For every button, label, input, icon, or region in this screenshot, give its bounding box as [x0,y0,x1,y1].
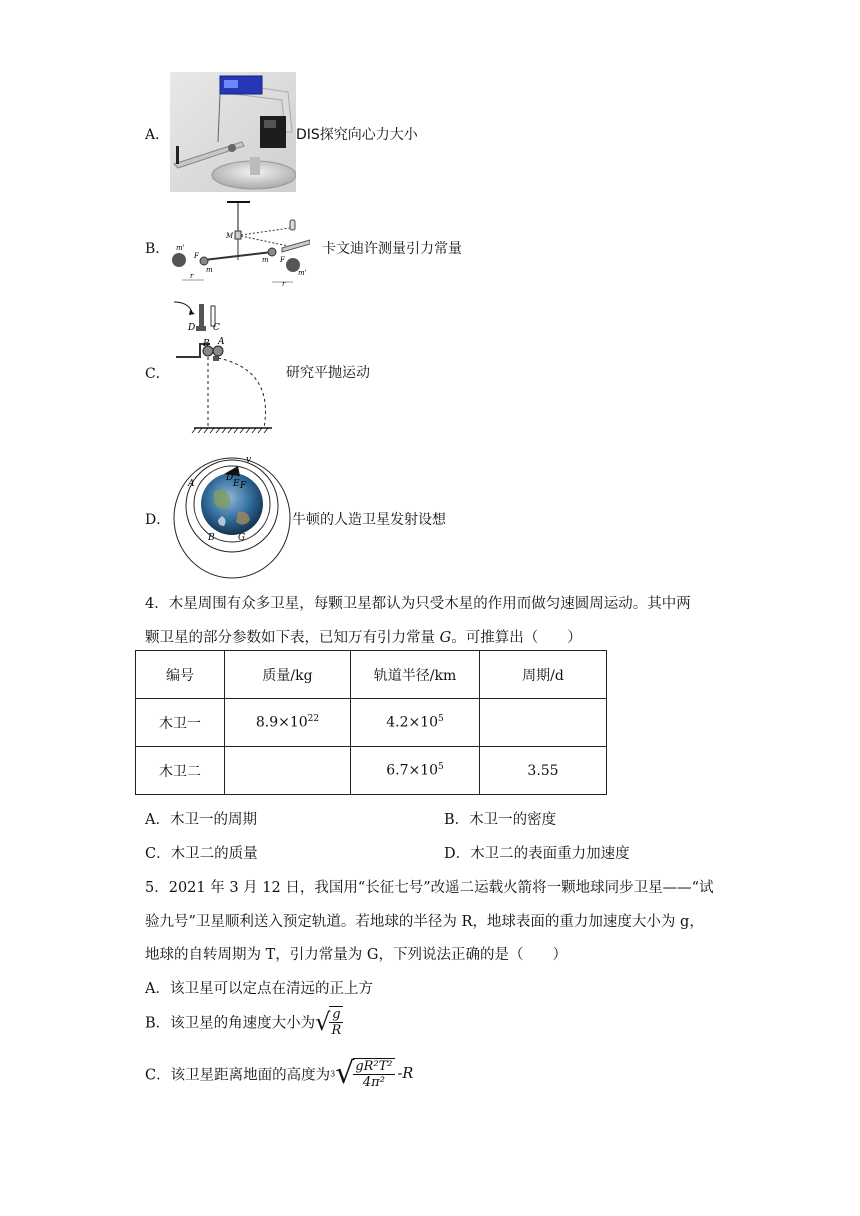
newton-cannon-diagram [170,446,294,580]
projectile-apparatus-diagram [170,300,280,436]
table-header-row [136,651,607,699]
table-cell: $6.7\times 10^5$ [351,747,480,795]
label-a: A [188,479,195,489]
label-m-prime-right: m' [298,269,307,277]
label-c: C [213,323,220,333]
table-cell: 木卫二 [136,747,225,795]
label-m-right: m [262,256,269,264]
fraction-grt-over-4pi: $\frac{\text{gR²T²}}{\text{4π²}}$ [355,1059,393,1090]
q4-line2: 颗卫星的部分参数如下表，已知万有引力常量 G。可推算出（ ） [145,630,582,646]
table-cell: 木卫一 [136,699,225,747]
table-cell: $8.9\times 10^{22}$ [225,699,351,747]
table-header-cell: 轨道半径/km [351,651,480,699]
label-m-prime-left: m' [176,244,185,252]
label-b: B [203,339,210,349]
q5-line1: 5．2021 年 3 月 12 日，我国用“长征七号”改遥二运载火箭将一颗地球同步卫星——“试 [145,880,714,896]
label-v: v [246,455,252,465]
option-a-caption: DIS探究向心力大小 [296,127,418,143]
option-b-letter: B． [145,241,170,257]
q5-line3: 地球的自转周期为 T，引力常量为 G，下列说法正确的是（ ） [145,947,567,963]
table-row [136,747,607,795]
q4-option-d: D．木卫二的表面重力加速度 [444,846,630,862]
option-d-caption: 牛顿的人造卫星发射设想 [292,512,446,528]
label-g: G [238,533,246,543]
option-c-letter: C． [145,366,170,382]
cavendish-diagram [170,200,310,292]
option-b-caption: 卡文迪许测量引力常量 [322,241,462,257]
label-m-big: M [226,232,234,240]
q5-option-c: C．该卫星距离地面的高度为3√ $\frac{\text{gR²T²}}{\text{4π²}}$ -R [145,1056,414,1091]
q5-option-a: A．该卫星可以定点在清远的正上方 [145,981,373,997]
label-r-right: r [282,280,286,288]
label-m-left: m [206,266,213,274]
satellite-table [135,650,607,795]
table-cell: $4.2\times 10^5$ [351,699,480,747]
fraction-g-over-r: $\frac{g}{R}$ [331,1007,342,1038]
label-e: E [233,479,240,489]
sqrt-sign: √ [315,1008,331,1036]
label-d: D [188,323,196,333]
q4-line1: 4．木星周围有众多卫星，每颗卫星都认为只受木星的作用而做匀速圆周运动。其中两 [145,596,691,612]
label-d: D [226,473,234,483]
table-cell [480,699,607,747]
option-a-letter: A． [145,127,170,143]
q4-option-c: C．木卫二的质量 [145,846,258,862]
q5-option-b: B．该卫星的角速度大小为√ $\frac{g}{R}$ [145,1007,342,1038]
dis-apparatus-photo [170,72,296,192]
q5-line2: 验九号”卫星顺利送入预定轨道。若地球的半径为 R，地球表面的重力加速度大小为 g， [145,914,704,930]
label-a: A [218,337,225,347]
q4-option-b: B．木卫一的密度 [444,812,557,828]
option-c-caption: 研究平抛运动 [286,365,370,381]
table-row [136,699,607,747]
option-d-letter: D． [145,512,171,528]
table-cell: 3.55 [480,747,607,795]
table-header-cell: 质量/kg [225,651,351,699]
table-cell [225,747,351,795]
cube-root-sign: √ [335,1056,355,1091]
label-f-right: F [280,256,285,264]
label-b: B [208,533,215,543]
label-f-left: F [194,252,199,260]
label-r-left: r [190,272,194,280]
label-f: F [240,481,247,491]
table-header-cell: 周期/d [480,651,607,699]
table-header-cell: 编号 [136,651,225,699]
q4-option-a: A．木卫一的周期 [145,812,257,828]
